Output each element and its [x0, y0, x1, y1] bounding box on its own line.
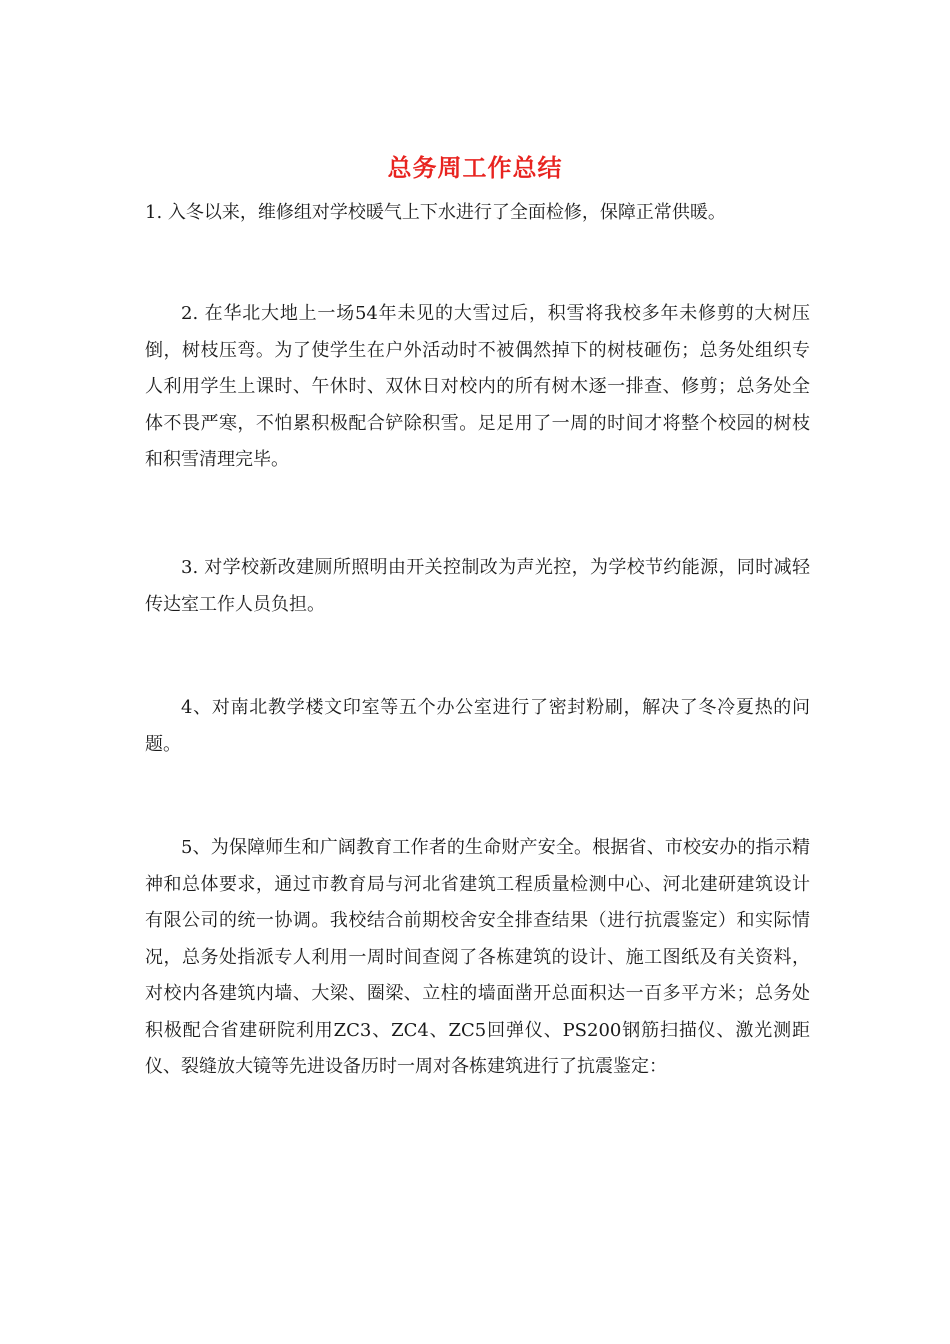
paragraph-3: 3. 对学校新改建厕所照明由开关控制改为声光控，为学校节约能源，同时减轻传达室工作人员负担。	[145, 557, 810, 615]
paragraph-4: 4、对南北教学楼文印室等五个办公室进行了密封粉刷，解决了冬冷夏热的问题。	[145, 697, 810, 755]
document-title: 总务周工作总结	[387, 154, 563, 182]
paragraph-2: 2. 在华北大地上一场54年未见的大雪过后，积雪将我校多年未修剪的大树压倒，树枝压弯。为了使学生在户外活动时不被偶然掉下的树枝砸伤；总务处组织专人利用学生上课时、午休时、双休日对校内的所有树木逐一排查、修剪；总务处全体不畏严寒，不怕累积极配合铲除积雪。足足用了一周的时间才将整个校园的树枝和积雪清理完毕。	[145, 303, 810, 470]
paragraph-1: 1. 入冬以来，维修组对学校暖气上下水进行了全面检修，保障正常供暖。	[145, 202, 726, 223]
paragraph-5: 5、为保障师生和广阔教育工作者的生命财产安全。根据省、市校安办的指示精神和总体要求，通过市教育局与河北省建筑工程质量检测中心、河北建研建筑设计有限公司的统一协调。我校结合前期校舍安全排查结果（进行抗震鉴定）和实际情况，总务处指派专人利用一周时间查阅了各栋建筑的设计、施工图纸及有关资料，对校内各建筑内墙、大梁、圈梁、立柱的墙面凿开总面积达一百多平方米；总务处积极配合省建研院利用ZC3、ZC4、ZC5回弹仪、PS200钢筋扫描仪、激光测距仪、裂缝放大镜等先进设备历时一周对各栋建筑进行了抗震鉴定：	[145, 837, 810, 1077]
